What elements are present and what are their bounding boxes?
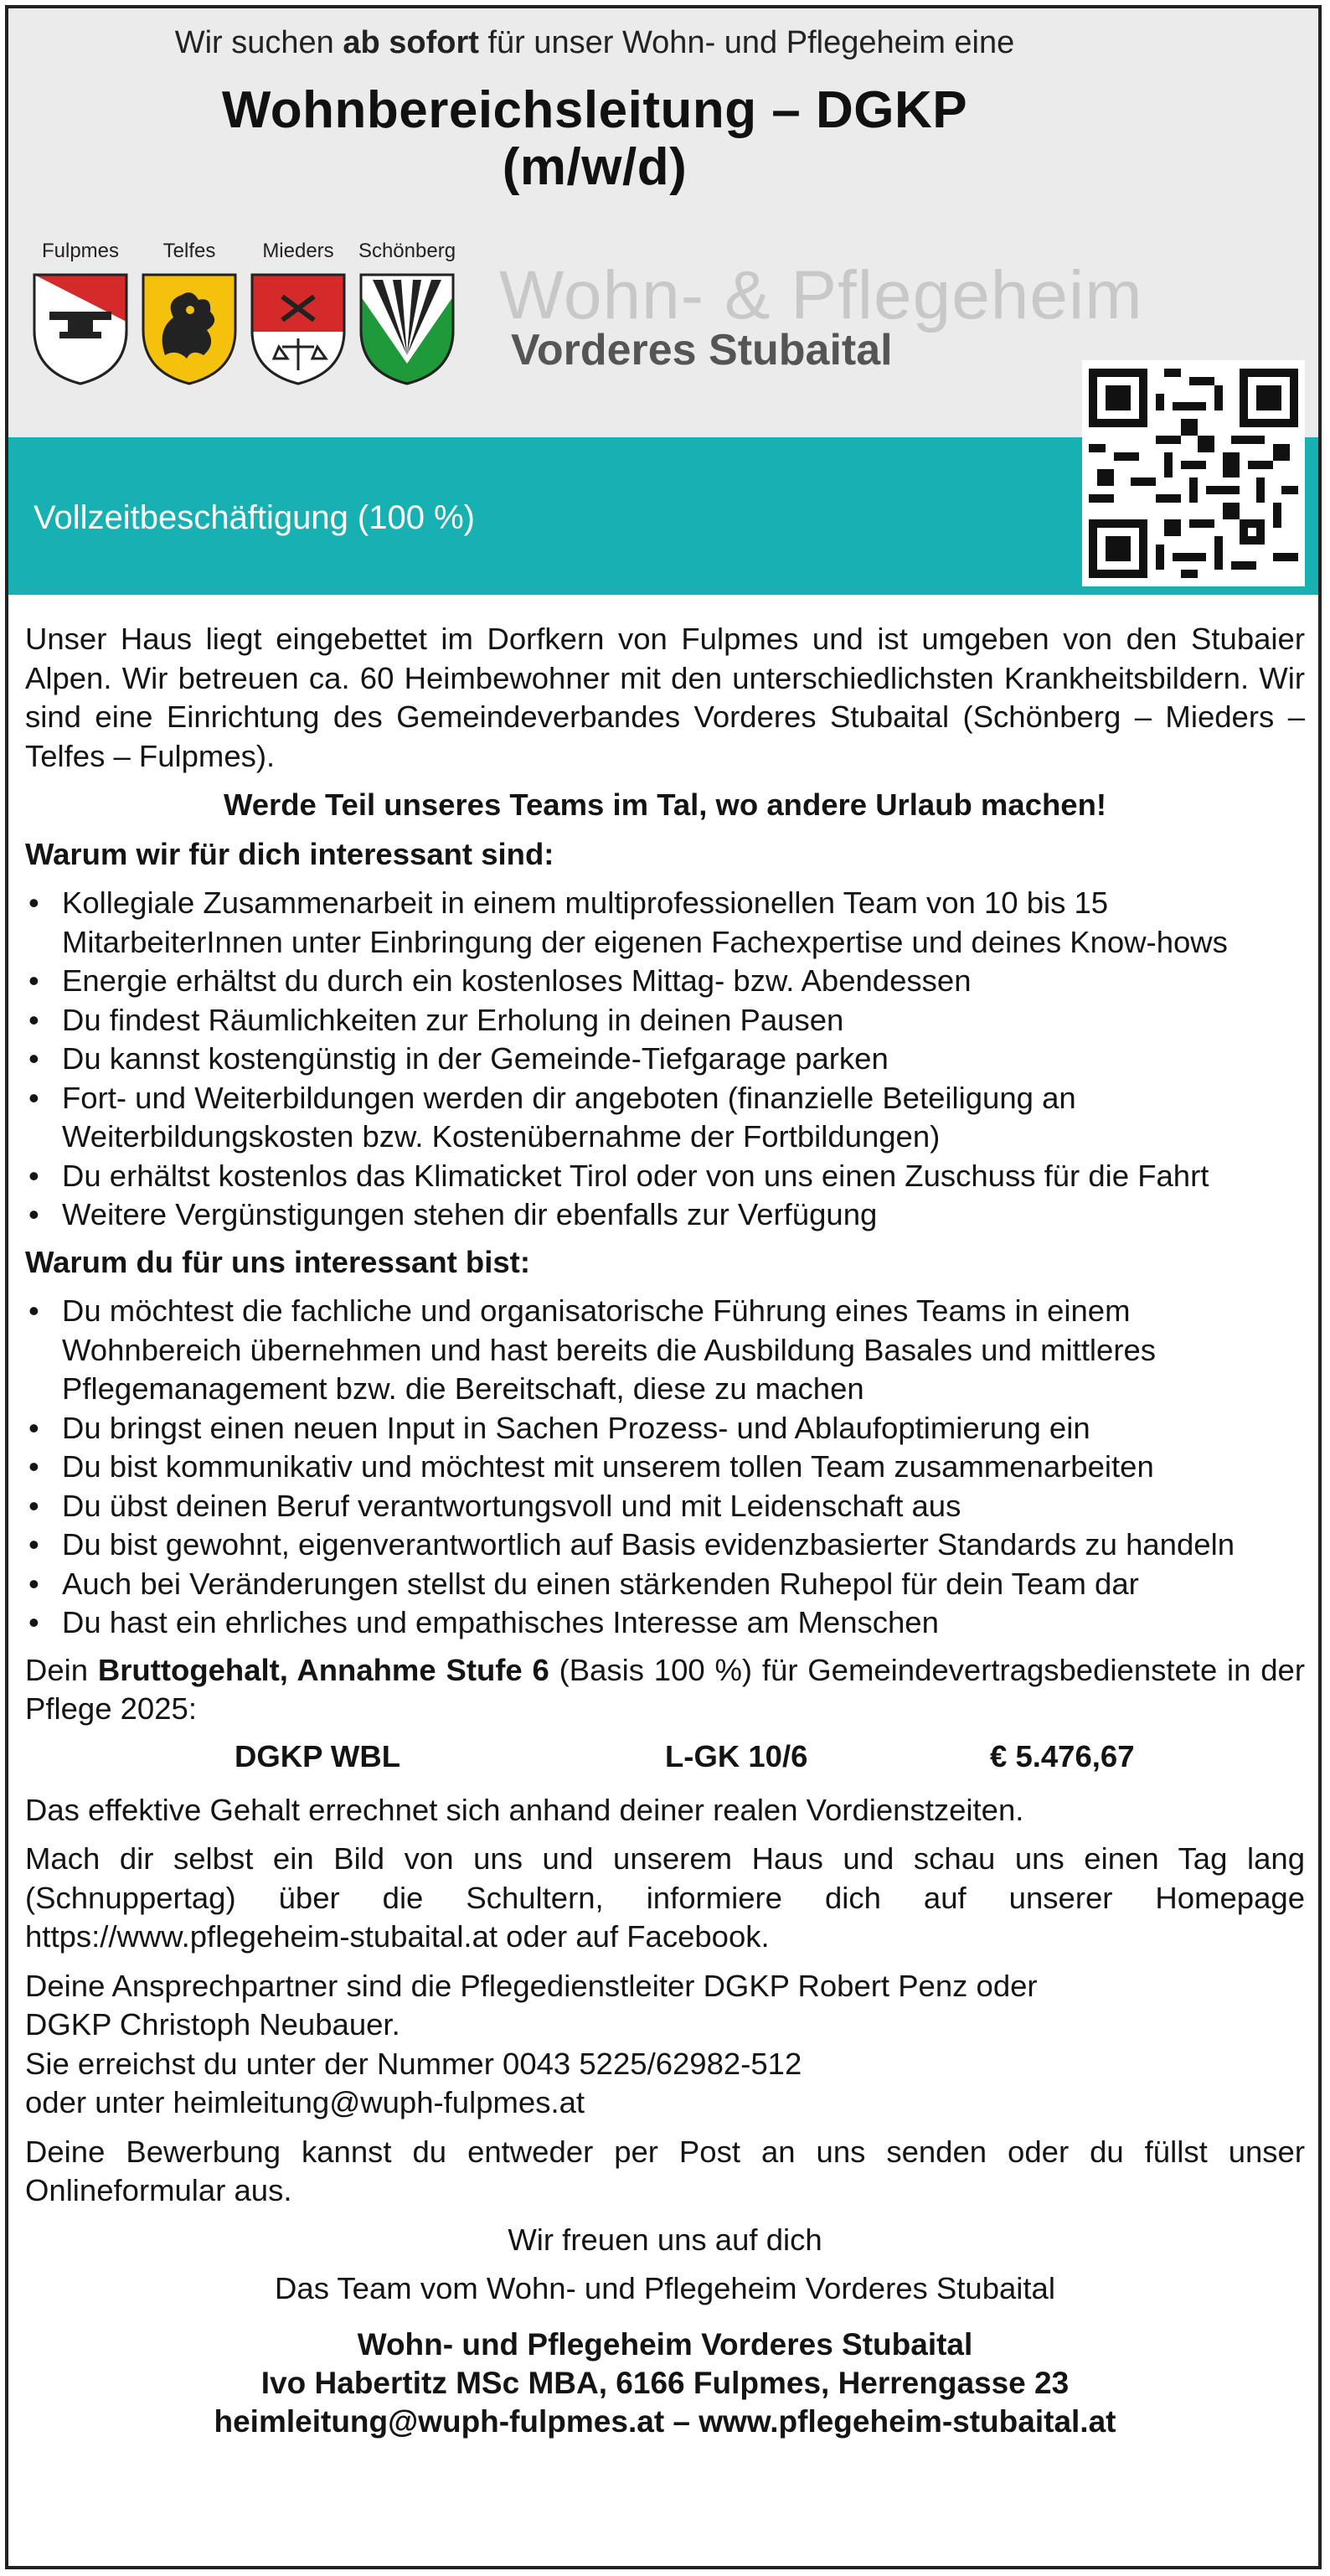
closing-line: Wir freuen uns auf dich xyxy=(508,2222,822,2257)
job-ad xyxy=(5,5,1322,2569)
intro-line-bold: ab sofort xyxy=(343,25,479,60)
fulpmes-crest-icon xyxy=(31,271,130,387)
list-item: • Du bringst einen neuen Input in Sachen Prozess- und Ablaufoptimierung ein xyxy=(25,1409,1305,1448)
list-item: • Fort- und Weiterbildungen werden dir angeboten (finanzielle Beteiligung an Weiterbildungskosten bzw. Kostenübernahme der Fortbildungen) xyxy=(25,1079,1305,1157)
intro-paragraph: Unser Haus liegt eingebettet im Dorfkern von Fulpmes und ist umgeben von den Stubaier Alpen. Wir betreuen ca. 60 Heimbewohner mit den unterschiedlichsten Krankheitsbildern. Wir sind eine Einrichtung des Gemeindeverbandes Vorderes Stubaital (Schönberg – Mieders – Telfes – Fulpmes). xyxy=(25,622,1305,773)
salary-grade: L-GK 10/6 xyxy=(665,1738,808,1773)
apply-paragraph: Deine Bewerbung kannst du entweder per Post an uns senden oder du füllst unser Onlineformular aus. xyxy=(25,2134,1305,2207)
salary-post: (Basis 100 %) für Gemeindevertragsbedienstete in der Pflege 2025: xyxy=(25,1652,1305,1726)
contact-paragraph xyxy=(25,1967,1305,2123)
section-heading-benefits: Warum wir für dich interessant sind: xyxy=(25,836,554,871)
crest-label: Fulpmes xyxy=(41,240,120,262)
contact-line: DGKP Christoph Neubauer. xyxy=(25,2007,400,2042)
mieders-crest-icon xyxy=(249,271,348,387)
list-item: • Du hast ein ehrliches und empathisches Interesse am Menschen xyxy=(25,1603,1305,1643)
logo-main-text: Wohn- & Pflegeheim xyxy=(499,257,1143,333)
visit-paragraph: Mach dir selbst ein Bild von uns und unserem Haus und schau uns einen Tag lang (Schnuppertag) über die Schultern, informiere dich auf unserer Homepage https://www.pflegeheim-stubaital.at oder auf Facebook. xyxy=(25,1841,1305,1954)
crest-label: Telfes xyxy=(162,240,216,262)
schoenberg-crest-icon xyxy=(358,271,456,387)
contact-phone: Sie erreichst du unter der Nummer 0043 5225/62982-512 xyxy=(25,2046,802,2081)
list-item: • Du möchtest die fachliche und organisatorische Führung eines Teams in einem Wohnbereich übernehmen und hast bereits die Ausbildung Basales und mittleres Pflegemanagement bzw. die Bereitschaft, diese zu machen xyxy=(25,1292,1305,1409)
list-item: • Du erhältst kostenlos das Klimaticket Tirol oder von uns einen Zuschuss für die Fahrt xyxy=(25,1157,1305,1196)
footer-address xyxy=(25,2326,1305,2441)
telfes-crest-icon xyxy=(140,271,239,387)
crest-fulpmes xyxy=(30,240,131,387)
header-banner xyxy=(8,8,1318,595)
logo-sub-text: Vorderes Stubaital xyxy=(511,326,893,374)
municipality-crests xyxy=(30,240,457,387)
qr-code-icon xyxy=(1089,367,1298,580)
closing-signature: Das Team vom Wohn- und Pflegeheim Vorderes Stubaital xyxy=(275,2271,1055,2305)
job-title-line1: Wohnbereichsleitung – DGKP xyxy=(221,81,968,139)
ad-body xyxy=(25,620,1305,2441)
crest-label: Mieders xyxy=(262,240,334,262)
qr-code[interactable] xyxy=(1082,360,1305,586)
crest-telfes xyxy=(139,240,240,387)
salary-row xyxy=(25,1737,1305,1779)
footer-org: Wohn- und Pflegeheim Vorderes Stubaital xyxy=(357,2326,973,2362)
slogan: Werde Teil unseres Teams im Tal, wo andere Urlaub machen! xyxy=(223,787,1107,822)
crest-schoenberg xyxy=(357,240,457,387)
section-heading-requirements: Warum du für uns interessant bist: xyxy=(25,1244,530,1279)
salary-amount: € 5.476,67 xyxy=(990,1738,1135,1773)
requirements-list xyxy=(25,1292,1305,1643)
list-item: • Auch bei Veränderungen stellst du einen stärkenden Ruhepol für dein Team dar xyxy=(25,1565,1305,1604)
crest-label: Schönberg xyxy=(358,240,456,262)
list-item: • Du übst deinen Beruf verantwortungsvoll und mit Leidenschaft aus xyxy=(25,1487,1305,1526)
contact-line: Deine Ansprechpartner sind die Pflegedienstleiter DGKP Robert Penz oder xyxy=(25,1968,1038,2003)
employment-type: Vollzeitbeschäftigung (100 %) xyxy=(34,499,475,536)
crest-mieders xyxy=(248,240,348,387)
list-item: • Du bist gewohnt, eigenverantwortlich auf Basis evidenzbasierter Standards zu handeln xyxy=(25,1525,1305,1565)
list-item: • Weitere Vergünstigungen stehen dir ebenfalls zur Verfügung xyxy=(25,1195,1305,1235)
job-title xyxy=(8,82,1181,196)
salary-bold: Bruttogehalt, Annahme Stufe 6 xyxy=(97,1652,549,1687)
contact-email[interactable]: oder unter heimleitung@wuph-fulpmes.at xyxy=(25,2085,585,2119)
intro-line xyxy=(8,25,1181,61)
job-title-line2: (m/w/d) xyxy=(502,138,688,196)
footer-contact[interactable]: heimleitung@wuph-fulpmes.at – www.pflegeheim-stubaital.at xyxy=(214,2403,1116,2439)
salary-note: Das effektive Gehalt errechnet sich anhand deiner realen Vordienstzeiten. xyxy=(25,1792,1024,1827)
list-item: • Du kannst kostengünstig in der Gemeinde-Tiefgarage parken xyxy=(25,1040,1305,1079)
intro-line-pre: Wir suchen xyxy=(174,25,343,60)
intro-line-post: für unser Wohn- und Pflegeheim eine xyxy=(478,25,1015,60)
salary-paragraph xyxy=(25,1651,1305,1729)
list-item: • Energie erhältst du durch ein kostenloses Mittag- bzw. Abendessen xyxy=(25,962,1305,1001)
salary-position: DGKP WBL xyxy=(235,1738,401,1773)
list-item: • Kollegiale Zusammenarbeit in einem multiprofessionellen Team von 10 bis 15 MitarbeiterInnen unter Einbringung der eigenen Fachexpertise und deines Know-hows xyxy=(25,884,1305,962)
footer-address-line: Ivo Habertitz MSc MBA, 6166 Fulpmes, Herrengasse 23 xyxy=(260,2365,1070,2400)
benefits-list xyxy=(25,884,1305,1235)
list-item: • Du bist kommunikativ und möchtest mit unserem tollen Team zusammenarbeiten xyxy=(25,1448,1305,1487)
salary-pre: Dein xyxy=(25,1652,98,1687)
list-item: • Du findest Räumlichkeiten zur Erholung in deinen Pausen xyxy=(25,1001,1305,1040)
